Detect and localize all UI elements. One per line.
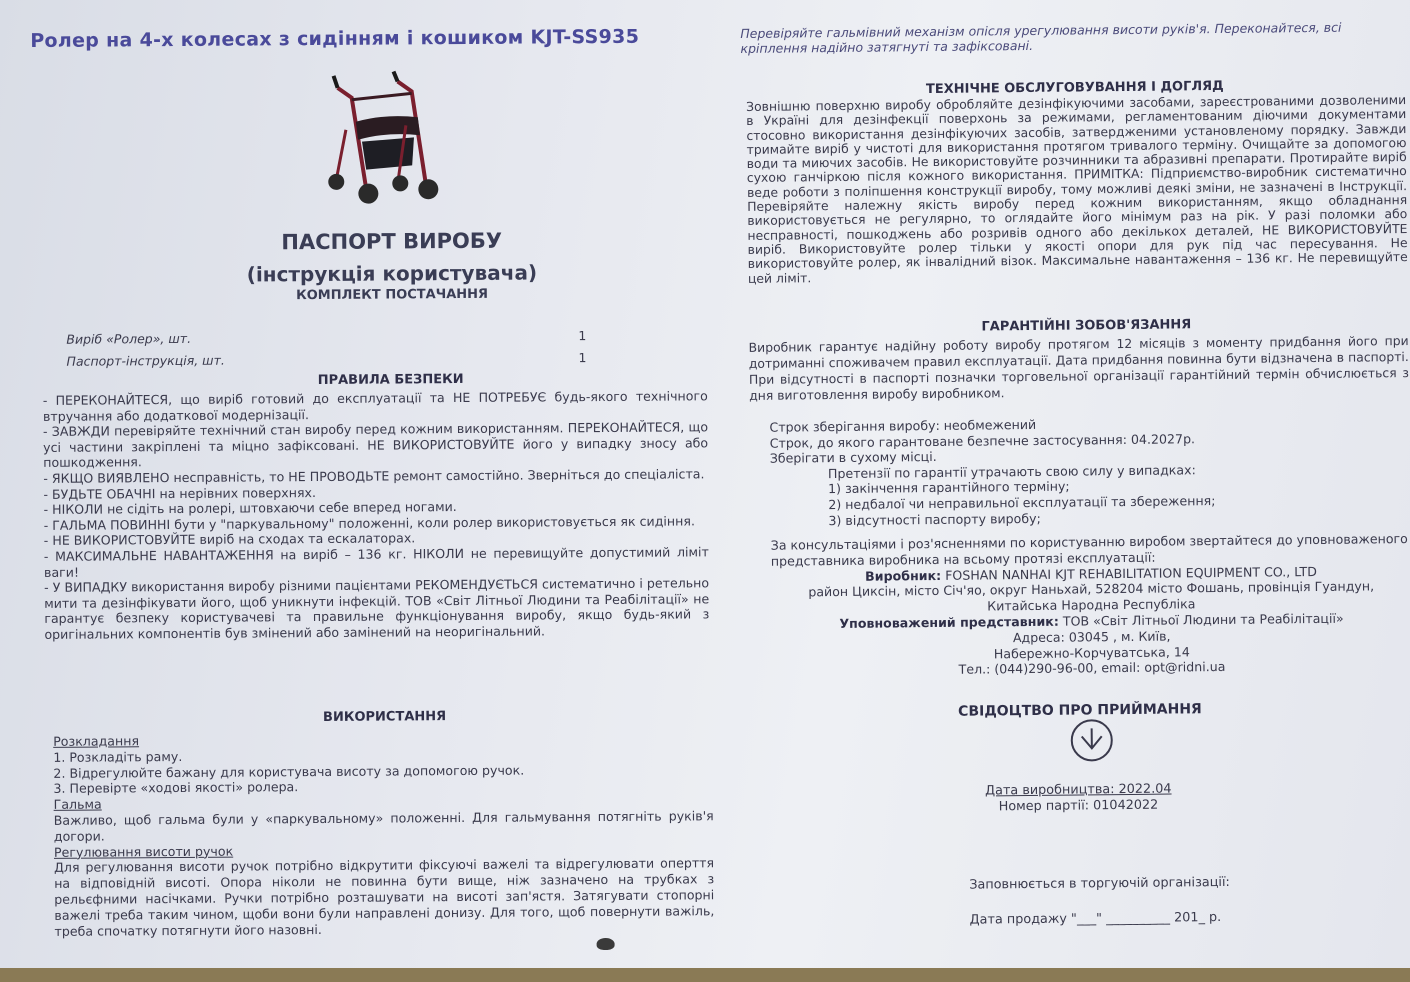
maintenance-text: Зовнішню поверхню виробу обробляйте дезінфікуючими засобами, зареєстрованими дозволеними в Україні для дезінфекції поверхонь за режимами, регламентованим діючими документами стосовно використання дезінфікуючих засобів, затвердженими установленому порядку. Завжди тримайте виріб у чистоті для використання протягом тривалого терміну. Очищайте за допомогою води та миючих засобів. Не використовуйте розчинники та абразивні препарати. Протирайте виріб сухою ганчіркою після кожного використання. ПРИМІТКА: Підприємство-виробник систематично веде роботи з поліпшення конструкції виробу, тому можливі деякі зміни, не зазначені в Інструкції. Перевіряйте належну якість виробу перед кожним використанням, якщо обладнання використовується не регулярно, то оглядайте його мінімум раз на рік. У разі поломки або несправності, пошкоджень або розривів одного або декількох деталей, НЕ ВИКОРИСТОВУЙТЕ виріб. Використовуйте ролер тільки у якості опори для рук під час пересування. Не використовуйте ролер, як інвалідний візок. Максимальне навантаження – 136 кг. Не перевищуйте цей ліміт. [746, 92, 1408, 286]
brake-check-note: Перевіряйте гальмівний механізм опісля урегулювання висоти руків'я. Переконайтеся, всі кріплення надійно затягнуті та зафіксовані. [740, 19, 1342, 56]
safety-rule: - МАКСИМАЛЬНЕ НАВАНТАЖЕННЯ на виріб – 136 кг. НІКОЛИ не перевищуйте допустимий ліміт ваги! [43, 544, 709, 580]
left-column [30, 0, 727, 968]
unfold-step: 1. Розкладіть раму. [53, 748, 183, 765]
consult-text: За консультаціями і роз'ясненнями по користуванню виробом звертайтеся до уповноваженого представника виробника на всьому протязі експлуатації: [770, 531, 1408, 569]
representative-contact: Тел.: (044)290-96-00, email: opt@ridni.ua [958, 659, 1226, 678]
manufacturer-country: Китайська Народна Республіка [987, 596, 1196, 614]
claims-heading: Претензії по гарантії утрачають свою силу у випадках: [827, 462, 1196, 481]
production-info [908, 781, 1248, 817]
sale-date: Дата продажу "___" __________ 201_ р. [969, 910, 1222, 928]
representative-address: Адреса: 03045 , м. Київ, [1012, 628, 1171, 645]
production-date: Дата виробництва: 2022.04 [984, 781, 1172, 799]
claims-item: 1) закінчення гарантійного терміну; [828, 478, 1070, 497]
ink-stain [597, 938, 615, 950]
kit-item [66, 350, 666, 369]
batch-number: Номер партії: 01042022 [998, 797, 1159, 815]
height-text: Для регулювання висоти ручок потрібно відкрутити фіксуючі важелі та відрегулювати оперття на відповідній висоті. Опора ніколи не повинна бути вище, ніж зазначено на трубках з рельєфними насічками. Ручки потрібно розташувати на висоті зап'ястя. Затягувати стопорні важелі треба таким чином, щоби вони були направлені донизу. Для того, щоб повернути важіль, треба спочатку потягнути його назовні. [54, 855, 715, 939]
safety-rule: - ЗАВЖДИ перевіряйте технічний стан виробу перед кожним використанням. ПЕРЕКОНАЙТЕСЯ, що усі частини закріплені та міцно зафіксовані. НЕ ВИКОРИСТОВУЙТЕ його у випадку зносу або пошкодження. [42, 419, 709, 471]
safety-rule: - У ВИПАДКУ використання виробу різними пацієнтами РЕКОМЕНДУЄТЬСЯ систематично і ретельно мити та дезінфікувати його, щоб уникнути інфекцій. ТОВ «Світ Літньої Людини та Реабілітації» не гарантує безпеку користувачеві та правильне функціонування виробу, якщо будь-який з оригінальних компонентів був змінений або замінений на неоригінальний. [44, 575, 710, 642]
representative-name: ТОВ «Світ Літньої Людини та Реабілітації» [1062, 610, 1344, 629]
safety-rule: - БУДЬТЕ ОБАЧНІ на нерівних поверхнях. [43, 484, 317, 502]
shop-note: Заповнюється в торгуючій організації: [969, 874, 1230, 893]
representative-street: Набережно-Корчуватська, 14 [993, 643, 1190, 661]
kit-heading: КОМПЛЕКТ ПОСТАЧАННЯ [296, 286, 489, 304]
safety-heading: ПРАВИЛА БЕЗПЕКИ [317, 371, 464, 389]
kit-item-qty: 1 [578, 350, 587, 366]
acceptance-heading: СВІДОЦТВО ПРО ПРИЙМАННЯ [958, 701, 1202, 720]
brakes-heading: Гальма [53, 796, 102, 813]
safety-rule: - ГАЛЬМА ПОВИННІ бути у "паркувальному" положенні, коли ролер використовується як сидіння. [43, 513, 695, 533]
safety-rule: - ЯКЩО ВИЯВЛЕНО несправність, то НЕ ПРОВОДЬТЕ ремонт самостійно. Зверніться до спеціаліста. [43, 466, 705, 486]
kit-item-qty: 1 [578, 328, 587, 344]
manufacturer-address: район Циксін, місто Січ'яо, округ Наньхай, 528204 місто Фошань, провінція Гуандун, [808, 578, 1375, 600]
storage-info [769, 413, 1410, 529]
brakes-text: Важливо, щоб гальма були у «паркувальному» положенні. Для гальмування потягніть руків'я догори. [53, 808, 714, 844]
passport-subtitle: (інструкція користувача) [246, 260, 538, 287]
representative-label: Уповноважений представник: [839, 613, 1059, 631]
product-title: Ролер на 4-х колесах з сидінням і кошиком KJT-SS935 [30, 25, 640, 52]
usage-section [53, 729, 714, 939]
contacts-section [771, 531, 1410, 680]
safety-rule: - НІКОЛИ не сідіть на ролері, штовхаючи себе вперед ногами. [43, 499, 457, 518]
right-column [740, 0, 1410, 968]
usage-heading: ВИКОРИСТАННЯ [322, 709, 447, 725]
kit-item-label: Паспорт-інструкція, шт. [66, 352, 225, 369]
safety-rules [43, 388, 710, 642]
passport-title: ПАСПОРТ ВИРОБУ [281, 228, 503, 255]
warranty-text: Виробник гарантує надійну роботу виробу протягом 12 місяців з моменту придбання його при дотриманні споживачем правил експлуатації. Дата придбання повинна бути відзначена в паспорті. При відсутності в паспорті позначки торговельної організації гарантійний термін обчислюється з дня виготовлення виробу виробником. [748, 333, 1410, 403]
rollator-image [315, 69, 446, 210]
unfold-heading: Розкладання [53, 733, 140, 749]
claims-item: 3) відсутності паспорту виробу; [828, 510, 1041, 528]
kit-item [66, 328, 666, 347]
storage-line: Строк зберігання виробу: необмежений [769, 416, 1037, 435]
claims-item: 2) недбалої чи неправильної експлуатації та збереження; [828, 493, 1216, 513]
unfold-step: 2. Відрегулюйте бажану для користувача висоту за допомогою ручок. [53, 762, 525, 781]
storage-line: Строк, до якого гарантоване безпечне застосування: 04.2027р. [769, 430, 1196, 451]
kit-item-label: Виріб «Ролер», шт. [66, 330, 192, 347]
unfold-step: 3. Перевірте «ходові якості» ролера. [53, 779, 299, 797]
manufacturer-label: Виробник: [865, 567, 942, 584]
storage-line: Зберігати в сухому місці. [769, 449, 937, 466]
manufacturer-name: FOSHAN NANHAI KJT REHABILITATION EQUIPMENT CO., LTD [945, 563, 1317, 583]
height-heading: Регулювання висоти ручок [53, 843, 234, 860]
warranty-heading: ГАРАНТІЙНІ ЗОБОВ'ЯЗАННЯ [981, 317, 1192, 335]
safety-rule: - НЕ ВИКОРИСТОВУЙТЕ виріб на сходах та ескалаторах. [43, 530, 416, 549]
maintenance-heading: ТЕХНІЧНЕ ОБСЛУГОВУВАННЯ І ДОГЛЯД [925, 78, 1224, 98]
conformity-mark-icon [1068, 716, 1117, 765]
safety-rule: - ПЕРЕКОНАЙТЕСЯ, що виріб готовий до експлуатації та НЕ ПОТРЕБУЄ будь-якого технічного втручання або додаткової модернізації. [42, 388, 708, 424]
